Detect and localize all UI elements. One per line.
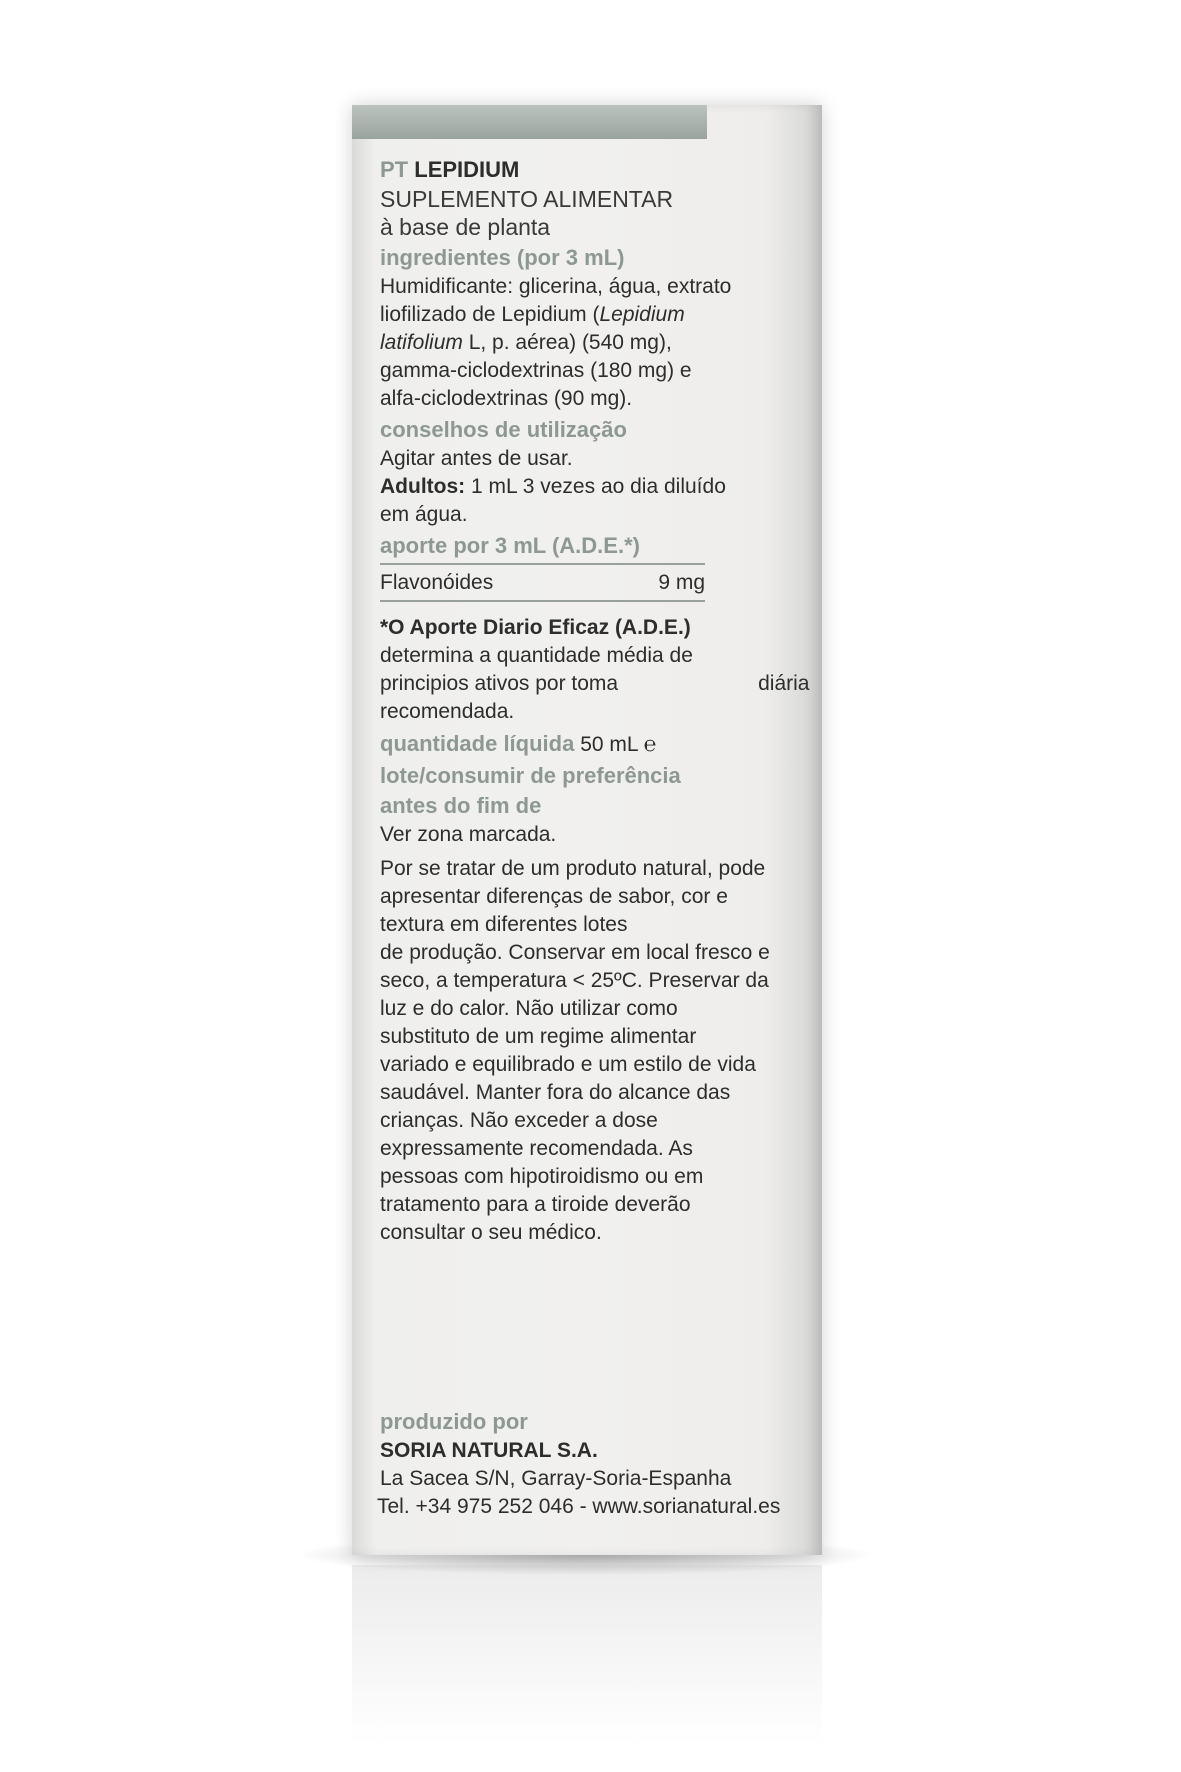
label-content — [380, 155, 812, 1247]
warning-line: textura em diferentes lotes — [380, 913, 628, 936]
lot-text: Ver zona marcada. — [380, 823, 557, 846]
usage-line: em água. — [380, 503, 468, 526]
warning-line: variado e equilibrado e um estilo de vida — [380, 1053, 756, 1076]
ingredients-line: liofilizado de Lepidium (Lepidium — [380, 303, 685, 326]
ade-note-title: *O Aporte Diario Eficaz (A.D.E.) — [380, 616, 691, 639]
ade-note-line: recomendada. — [380, 700, 515, 723]
producer-title: produzido por — [380, 1409, 528, 1434]
product-title — [380, 155, 812, 185]
warning-line: luz e do calor. Não utilizar como — [380, 997, 678, 1020]
warning-line: pessoas com hipotiroidismo ou em — [380, 1165, 704, 1188]
box-reflection — [352, 1565, 822, 1745]
product-category: SUPLEMENTO ALIMENTAR — [380, 186, 674, 212]
warning-line: consultar o seu médico. — [380, 1221, 602, 1244]
warning-line: substituto de um regime alimentar — [380, 1025, 697, 1048]
usage-line: Agitar antes de usar. — [380, 447, 573, 470]
ade-note — [380, 614, 812, 726]
contribution-table-row — [380, 563, 705, 602]
ingredients-line: alfa-ciclodextrinas (90 mg). — [380, 387, 633, 410]
usage-title: conselhos de utilização — [380, 417, 627, 442]
contribution-title: aporte por 3 mL (A.D.E.*) — [380, 533, 640, 558]
net-quantity — [380, 730, 812, 759]
product-name: LEPIDIUM — [414, 157, 520, 182]
language-code: PT — [380, 157, 409, 182]
warning-line: saudável. Manter fora do alcance das — [380, 1081, 731, 1104]
ingredients-line: latifolium L, p. aérea) (540 mg), — [380, 331, 672, 354]
ade-note-line: determina a quantidade média de — [380, 644, 693, 667]
usage-text — [380, 445, 812, 529]
lot-title: lote/consumir de preferência antes do fim de — [380, 763, 681, 818]
warning-line: seco, a temperatura < 25ºC. Preservar da — [380, 969, 769, 992]
ingredients-line: gamma-ciclodextrinas (180 mg) e — [380, 359, 692, 382]
usage-line: Adultos: 1 mL 3 vezes ao dia diluído — [380, 475, 726, 498]
ade-note-line: principios ativos por toma diária — [380, 672, 810, 695]
net-quantity-value: 50 mL ℮ — [580, 733, 657, 756]
net-quantity-label: quantidade líquida — [380, 731, 575, 756]
warnings-text — [380, 855, 812, 1247]
warning-line: de produção. Conservar em local fresco e — [380, 941, 770, 964]
nutrient-value: 9 mg — [658, 571, 705, 594]
producer-contact: Tel. +34 975 252 046 - www.sorianatural.es — [377, 1495, 781, 1518]
nutrient-name: Flavonóides — [380, 571, 494, 594]
warning-line: crianças. Não exceder a dose — [380, 1109, 658, 1132]
producer-block — [377, 1405, 812, 1521]
producer-address: La Sacea S/N, Garray-Soria-Espanha — [380, 1467, 732, 1490]
product-box — [352, 105, 822, 1555]
warning-line: tratamento para a tiroide deverão — [380, 1193, 691, 1216]
warning-line: apresentar diferenças de sabor, cor e — [380, 885, 728, 908]
warning-line: expressamente recomendada. As — [380, 1137, 693, 1160]
warning-line: Por se tratar de um produto natural, pode — [380, 857, 766, 880]
ingredients-title: ingredientes (por 3 mL) — [380, 245, 625, 270]
ingredients-text — [380, 273, 812, 413]
ingredients-line: Humidificante: glicerina, água, extrato — [380, 275, 732, 298]
top-color-band — [352, 105, 707, 139]
product-base: à base de planta — [380, 214, 551, 240]
producer-company: SORIA NATURAL S.A. — [380, 1439, 598, 1462]
